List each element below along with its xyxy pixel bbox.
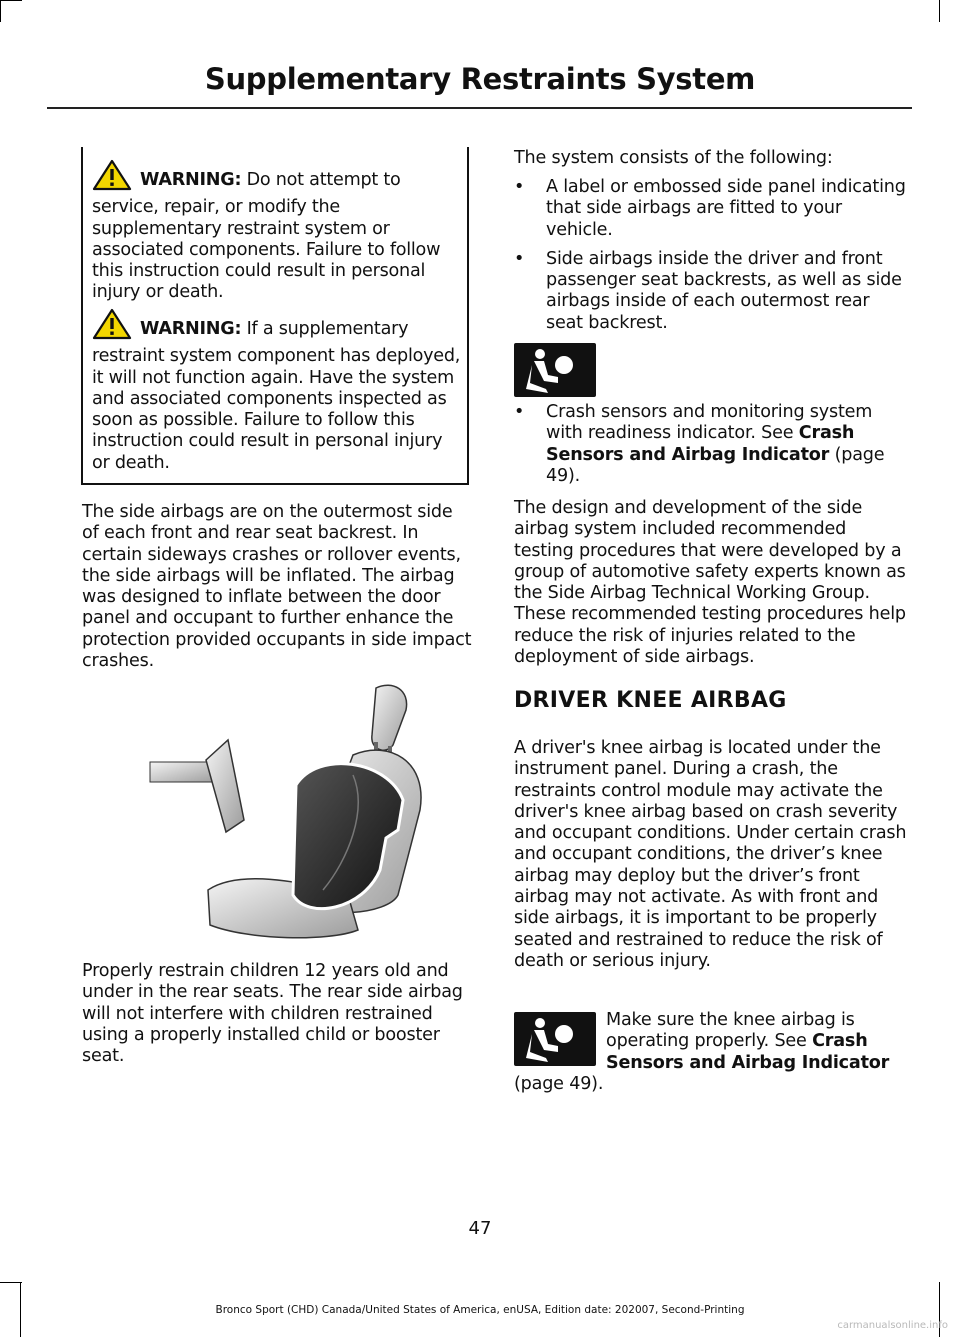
watermark: carmanualsonline.info — [837, 1320, 948, 1331]
list-item — [514, 249, 910, 334]
bullet-dot: • — [514, 248, 525, 269]
crop-mark — [0, 1282, 22, 1283]
warning-1 — [92, 159, 464, 304]
right-intro — [514, 148, 910, 169]
bullet-text: A label or embossed side panel indicating that side airbags are fitted to your vehicle. — [546, 177, 906, 240]
bullet-text: (page 49). — [546, 444, 885, 486]
paragraph-text: (page 49). — [514, 1074, 604, 1094]
airbag-indicator-icon — [514, 343, 596, 397]
bullet-text: Side airbags inside the driver and front passenger seat backrests, as well as side airbags inside of each outermost rear seat backrest. — [546, 248, 902, 333]
left-para-children — [82, 961, 474, 1067]
edition-footer: Bronco Sport (CHD) Canada/United States of America, enUSA, Edition date: 202007, Second-Printing — [215, 1304, 745, 1316]
list-item — [514, 177, 910, 241]
page-number: 47 — [468, 1218, 492, 1239]
list-item — [514, 402, 910, 487]
right-knee-check — [606, 1010, 910, 1074]
warning-label: WARNING: — [140, 170, 242, 190]
page-title: Supplementary Restraints System — [204, 62, 756, 96]
warning-text: Do not attempt to service, repair, or modify the supplementary restraint system or associated components. Failure to follow this instruction could result in personal injury or death. — [92, 170, 441, 303]
warning-text: If a supplementary restraint system component has deployed, it will not function again. Have the system and associated components inspected as soon as possible. Failure to follow this instruction could result in personal injury or death. — [92, 319, 461, 473]
seat-airbag-illustration — [148, 680, 448, 945]
bullet-dot: • — [514, 177, 525, 197]
paragraph: Properly restrain children 12 years old and under in the rear seats. The rear side airbag will not interfere with children restrained using a properly installed child or booster seat. — [82, 961, 463, 1067]
crop-mark — [0, 0, 1, 22]
right-knee-check-page — [514, 1074, 910, 1095]
paragraph: The design and development of the side airbag system included recommended testing procedures that were developed by a group of automotive safety experts known as the Side Airbag Technical Working Group. These recommended testing procedures help reduce the risk of injuries related to the deployment of side airbags. — [514, 498, 906, 668]
left-para-side-airbags — [82, 502, 474, 672]
warning-label: WARNING: — [140, 319, 242, 339]
airbag-indicator-icon — [514, 1012, 596, 1066]
right-para-knee — [514, 738, 910, 972]
cross-reference-link[interactable]: Crash Sensors and Airbag Indicator — [546, 423, 855, 465]
right-para-design — [514, 498, 910, 668]
section-heading: DRIVER KNEE AIRBAG — [514, 688, 787, 713]
paragraph-text: Make sure the knee airbag is operating properly. See — [606, 1010, 855, 1052]
cross-reference-link[interactable]: Crash Sensors and Airbag Indicator — [606, 1031, 890, 1073]
paragraph: The side airbags are on the outermost side of each front and rear seat backrest. In certain sideways crashes or rollover events, the side airbags will be inflated. The airbag was designed to inflate between the door panel and occupant to further enhance the protection provided occupants in side impact crashes. — [82, 502, 472, 672]
crop-mark — [939, 0, 940, 22]
right-bullets — [514, 177, 910, 334]
right-bullet-sensors — [514, 402, 910, 487]
bullet-dot: • — [514, 402, 525, 422]
warning-2 — [92, 308, 464, 474]
paragraph: The system consists of the following: — [514, 148, 833, 168]
paragraph: A driver's knee airbag is located under the instrument panel. During a crash, the restraints control module may activate the driver's knee airbag based on crash severity and occupant conditions. Under certain crash and occupant conditions, the driver’s knee airbag may deploy but the driver’s front airbag may not activate. As with front and side airbags, it is important to be properly seated and restrained to reduce the risk of death or serious injury. — [514, 738, 907, 971]
warning-triangle-icon — [92, 308, 132, 346]
crop-mark — [0, 0, 22, 1]
bullet-text: Crash sensors and monitoring system with readiness indicator. See — [546, 402, 873, 444]
warning-triangle-icon — [92, 159, 132, 197]
header-divider — [47, 107, 912, 109]
